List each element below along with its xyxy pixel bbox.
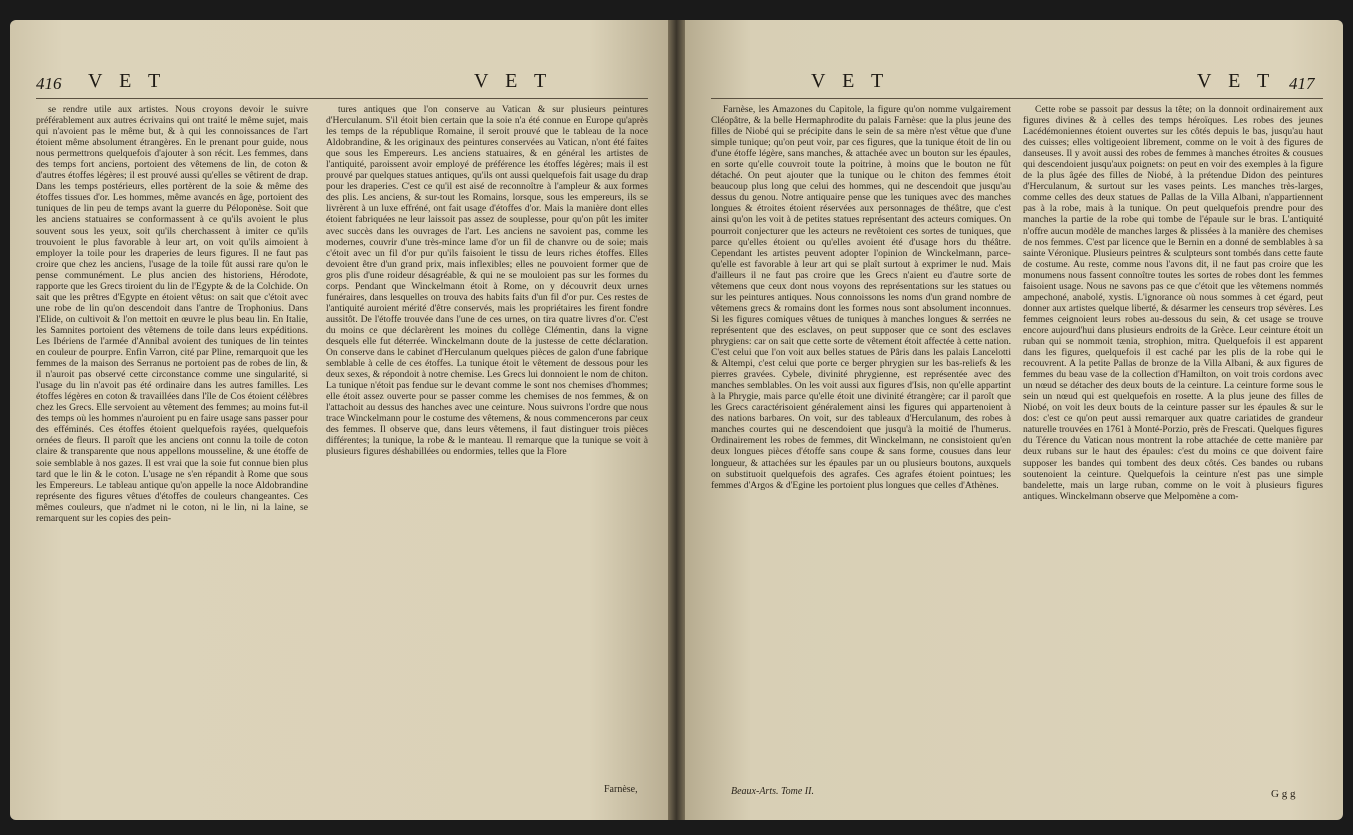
page-number: 416 xyxy=(36,74,62,93)
running-header-right: V E T xyxy=(474,70,553,92)
column-text: Cette robe se passoit par dessus la tête; on la donnoit ordinairement aux figures divines & à celles des temps héroïques. Les robes des jeunes Lacédémoniennes étoient ouvertes sur les côtés depuis le bas, jusqu'au haut des cuisses; elles voltigeoient librement, comme on le voit à des figures de danseuses. Il y avoit aussi des robes de femmes à manches étroites & cousues qui descendoient jusqu'aux poignets: on peut en voir des exemples à la figure de la plus âgée des filles de Niobé, à la prétendue Didon des peintures d'Herculanum, & surtout sur les vases peints. Les manches très-larges, comme celles des deux statues de Pallas de la Villa Albani, n'appartiennent pas à la robe, mais à la tunique. On peut quelquefois prendre pour des manches la partie de la robe qui tombe de l'épaule sur le bras. L'antiquité n'offre aucun modèle de manches larges & plissées à la manière des chemises de nos femmes. C'est par licence que le Bernin en a donné de semblables à sa sainte Véronique. Plusieurs peintres & sculpteurs sont tombés dans cette faute de costume. Au reste, comme nous l'avons dit, il ne faut pas croire que les monumens nous fassent connoître toutes les sortes de robes dont les femmes faisoient usage. Nous ne savons pas ce que c'étoit que les vêtemens nommés ampechoné, anabolé, xystis. L'ignorance où nous sommes à cet égard, peut donner aux artistes quelque liberté, & désarmer les censeurs trop sévères. Les femmes ceignoient leurs robes au-dessous du sein, & cet usage se trouve encore aujourd'hui dans plusieurs endroits de la Grèce. Leur ceinture étoit un ruban qui se nommoit tænia, strophion, mitra. Quelquefois il est apparent dans les figures, quelquefois il est caché par les plis de la robe qui le recouvrent. A la petite Pallas de bronze de la Villa Albani, & aux figures de femmes du beau vase de la collection d'Hamilton, on voit trois cordons avec un nœud se détacher des deux bouts de la ceinture. La ceinture forme sous le sein un nœud qui est quelquefois en rosette. A la plus jeune des filles de Niobé, on voit les deux bouts de la ceinture passer sur les épaules & sur le dos: c'est ce qu'on peut aussi remarquer aux quatre cariatides de grandeur naturelle trouvées en 1761 à Monté-Porzio, près de Frescati. Quelques figures du Térence du Vatican nous montrent la robe attachée de cette manière par deux rubans sur le haut des épaules: c'est du moins ce que doivent faire supposer les bandes qui tombent des deux côtés. Ces bandes ou rubans soutenoient la ceinture. Quelquefois la ceinture n'est pas une simple bandelette, mais un large ruban, comme on le voit à plusieurs figures antiques. Winckelmann observe que Melpomène a com- xyxy=(1023,104,1323,502)
column-text: tures antiques que l'on conserve au Vatican & sur plusieurs peintures d'Herculanum. S'il étoit bien certain que la soie n'a été connue en Europe qu'après les temps de la république Romaine, il seroit prouvé que le tableau de la noce Aldobrandine, & les originaux des peintures conservées au Vatican, n'ont été faites que sous les Empereurs. Les anciens statuaires, & en général les artistes de l'antiquité, paroissent avoir employé de préférence les étoffes légères; mais il est prouvé par quelques statues antiques, qu'ils ont aussi quelquefois fait usage du drap pour les draperies. C'est ce qu'il est aisé de reconnoître à l'ampleur & aux formes des plis. Les anciens, & sur-tout les Romains, lorsque, sous les empereurs, ils se livrèrent à un luxe effréné, ont fait usage d'étoffes d'or. Mais la manière dont elles étoient fabriquées ne leur laissoit pas assez de souplesse, pour qu'on pût les imiter avec succès dans les ouvrages de l'art. Les anciens ne savoient pas, comme les modernes, couvrir d'une très-mince lame d'or un fil de chanvre ou de soie; mais c'étoit avec un fil d'or pur qu'ils faisoient le tissu de leurs riches étoffes. Elles devoient être d'un grand prix, mais inflexibles; elles ne pouvoient former que de gros plis d'une roideur désagréable, & qui ne se mouloient pas sur les formes du corps. Pendant que Winckelmann étoit à Rome, on y découvrit deux urnes funéraires, dans lesquelles on trouva des habits faits d'un fil d'or pur. Ces restes de l'antiquité auroient mérité d'être conservés, mais les propriétaires les firent fondre aussitôt. De l'étoffe trouvée dans l'une de ces urnes, on tira quatre livres d'or. C'est du moins ce que déclarèrent les moines du collège Clémentin, dans la vigne desquels elle fut déterrée. Winckelmann doute de la justesse de cette déclaration. On conserve dans le cabinet d'Herculanum quelques pièces de galon d'une fabrique semblable à celle de ces étoffes. La tunique étoit le vêtement de dessous pour les deux sexes, & répondoit à notre chemise. Les Grecs lui donnoient le nom de chiton. La tunique n'étoit pas fendue sur le devant comme le sont nos chemises d'hommes; elle étoit assez ouverte pour se passer comme les chemises de nos femmes, & on l'attachoit au dessus des hanches avec une ceinture. Nous suivrons l'ordre que nous trace Winckelmann pour le costume des vêtemens, & nous commencerons par ceux des femmes. Il observe que, dans leurs vêtemens, il faut distinguer trois pièces différentes; la tunique, la robe & le manteau. Il remarque que la tunique se voit à plusieurs figures déshabillées ou endormies, telles que la Flore xyxy=(326,104,648,458)
catchword: Farnèse, xyxy=(604,784,638,795)
right-page xyxy=(685,20,1343,820)
running-header-right: V E T xyxy=(1197,70,1276,92)
header-rule xyxy=(36,98,648,99)
text-column-2 xyxy=(1023,104,1323,502)
column-text: Farnèse, les Amazones du Capitole, la figure qu'on nomme vulgairement Cléopâtre, & la belle Hermaphrodite du palais Farnèse: que la plus jeune des filles de Niobé qui se précipite dans le sein de sa mère n'est vêtue que d'une simple tunique; qu'on peut voir, par ces figures, que la tunique étoit de lin ou d'une étoffe légère, sans manches, & attachée avec un bouton sur les épaules, en sorte qu'elle couvroit toute la poitrine, à moins que le bouton ne fût détaché. On peut ajouter que la tunique ou le chiton des femmes étoit beaucoup plus long que celui des hommes, qui ne descendoit que jusqu'au dessus du genou. Notre antiquaire pense que les tuniques avec des manches longues & étroites étoient réservées aux personnages de théâtre, que c'est ainsi qu'on les voit à de petites statues représentant des acteurs comiques. On pourroit conjecturer que les acteurs ne revêtoient ces sortes de tuniques, que parce qu'elles étoient ou qu'elles avoient été d'usage hors du théâtre. Cependant les artistes peuvent adopter l'opinion de Winckelmann, parce-qu'elle est favorable à leur art qui se plaît surtout à exprimer le nud. Mais d'ailleurs il ne faut pas croire que les Grecs n'aient eu d'autre sorte de vêtemens que ceux dont nous voyons des représentations sur les statues ou sur les peintures antiques. Nous connoissons les noms d'un grand nombre de vêtemens grecs & romains dont les formes nous sont absolument inconnues. Si les figures comiques vêtues de tuniques à manches longues & serrées ne représentent que des esclaves, on peut supposer que ce sont des esclaves phrygiens: car on sait que cette sorte de vêtement étoit affectée à cette nation. C'est celui que l'on voit aux belles statues de Pâris dans les palais Lancelotti & Altempi, c'est celui que porte ce berger phrygien sur les bas-reliefs & les pierres gravées. Cybele, divinité phrygienne, est représentée avec des manches semblables. On les voit aussi aux figures d'Isis, non qu'elle appartint à la Phrygie, mais parce qu'elle étoit une divinité étrangère; car il paroît que les Grecs caractérisoient généralement ainsi les figures qui appartenoient à des nations barbares. On voit, sur des tableaux d'Herculanum, des robes à manches courtes qui ne descendoient que jusqu'à la moitié de l'humerus. Ordinairement les robes de femmes, dit Winckelmann, ne consistoient qu'en deux longues pièces d'étoffe sans coupe & sans forme, cousues dans leur longueur, & attachées sur les épaules par un ou plusieurs boutons, auxquels on substituoit quelquefois des agrafes. Ces agrafes étoient pointues; les femmes d'Argos & d'Egine les portoient plus longues que celles d'Athènes. xyxy=(711,104,1011,491)
footer-title: Beaux-Arts. Tome II. xyxy=(731,786,814,797)
page-number: 417 xyxy=(1289,74,1315,93)
running-header-left: V E T xyxy=(811,70,890,92)
signature-mark: G g g xyxy=(1271,788,1296,800)
running-header-left: V E T xyxy=(88,70,167,92)
text-column-1 xyxy=(711,104,1011,491)
column-text: se rendre utile aux artistes. Nous croyons devoir le suivre préférablement aux autres écrivains qui ont traité le même sujet, mais qui n'avoient pas le même but, & à qui les connoissances de l'art étoient même absolument étrangères. En le prenant pour guide, nous nous permettrons quelquefois d'ajouter à son récit. Les femmes, dans des temps fort anciens, portoient des vêtemens de lin, de coton & d'autres étoffes légères; il est prouvé aussi qu'elles se vêtirent de drap. Dans les temps postérieurs, elles portèrent de la soie & même des étoffes tissues d'or. Les hommes, même avancés en âge, portoient des tuniques de lin peu de temps avant la guerre du Péloponèse. Soit que les anciens statuaires se conformassent à ce qu'ils avoient le plus souvent sous les yeux, soit qu'ils cherchassent à imiter ce qu'ils trouvoient le plus favorable à leur art, on voit qu'ils aimoient à employer la toile pour les draperies de leurs figures. Il ne faut pas croire que chez les anciens, l'usage de la toile fût aussi rare qu'on le pense communément. Le plus ancien des historiens, Hérodote, rapporte que les Grecs tiroient du lin de l'Egypte & de la Colchide. On sait que les prêtres d'Egypte en étoient vêtus: on sait que c'étoit avec une robe de lin qu'on descendoit dans l'antre de Trophonius. Dans l'Elide, on cultivoit & l'on mettoit en œuvre le plus beau lin. En Italie, les Samnites portoient des vêtemens de toile dans leurs expéditions. Les Ibériens de l'armée d'Annibal avoient des tuniques de lin teintes en couleur de pourpre. Enfin Varron, cité par Pline, remarquoit que les femmes de la maison des Serranus ne portoient pas de robes de lin, & il n'auroit pas observé cette circonstance comme une singularité, si l'usage du lin n'avoit pas été ordinaire dans les autres familles. Les étoffes légères en coton & travaillées dans l'île de Cos étoient célèbres chez les Grecs. Elle servoient au vêtement des femmes; au moins fut-il des temps où les hommes n'auroient pu en faire usage sans passer pour des efféminés. Ces étoffes étoient quelquefois rayées, quelquefois ornées de fleurs. Il paroît que les anciens ont connu la toile de coton claire & transparente que nous appellons mousseline, & une étoffe de soie semblable à nos gazes. Il est vrai que la soie fut connue bien plus tard que le lin & le coton. L'usage ne s'en répandit à Rome que sous les Empereurs. Le tableau antique qu'on appelle la noce Aldobrandine représente des figures vêtues d'étoffes de couleurs changeantes. Ces mêmes couleurs, que n'admet ni le coton, ni le lin, ni la laine, se remarquent sur les copies des pein- xyxy=(36,104,308,524)
text-column-2 xyxy=(326,104,648,458)
header-rule xyxy=(711,98,1323,99)
left-page xyxy=(10,20,668,820)
book-gutter xyxy=(668,20,685,820)
text-column-1 xyxy=(36,104,308,524)
